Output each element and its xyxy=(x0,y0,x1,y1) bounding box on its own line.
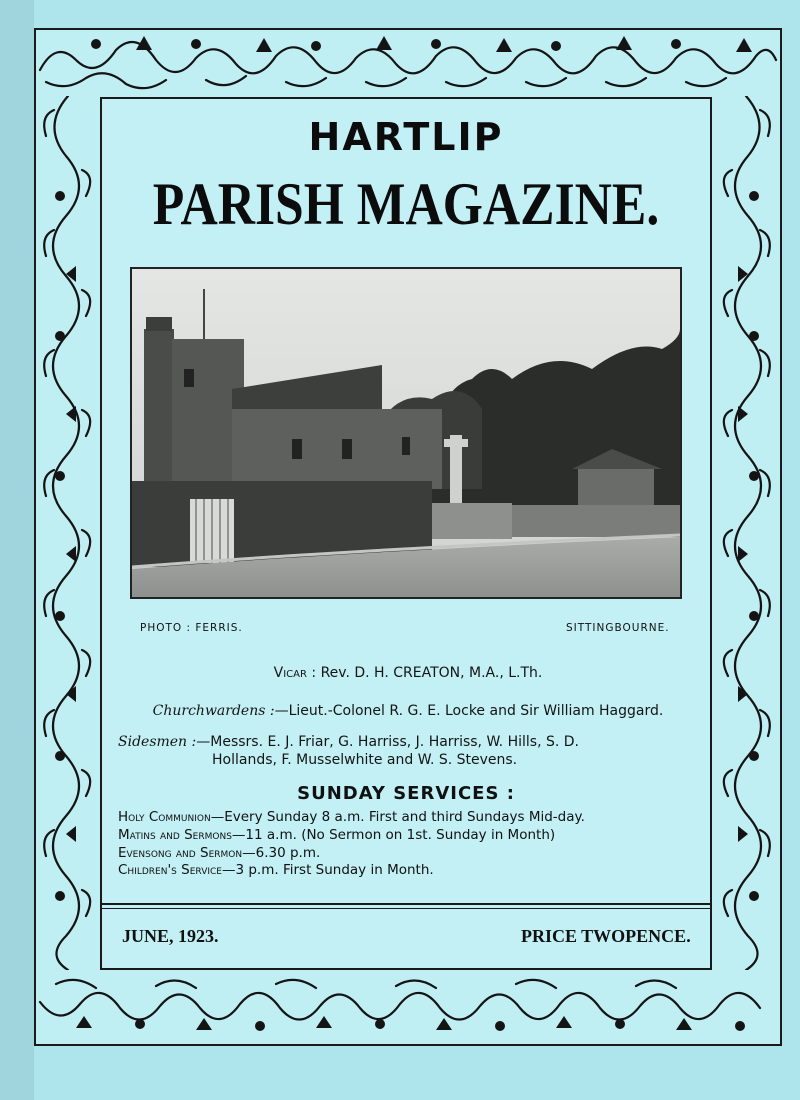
sidesmen-names-1: —Messrs. E. J. Friar, G. Harriss, J. Harriss, W. Hills, S. D. xyxy=(196,734,579,750)
ornamental-border-top xyxy=(36,30,780,98)
vicar-label: Vicar : xyxy=(273,665,317,681)
magazine-place-title: HARTLIP xyxy=(308,115,504,159)
service-item xyxy=(118,827,555,843)
service-detail: —Every Sunday 8 a.m. First and third Sundays Mid-day. xyxy=(210,809,585,825)
footer-rule xyxy=(100,903,712,905)
price: PRICE TWOPENCE. xyxy=(521,926,691,946)
service-detail: —6.30 p.m. xyxy=(242,845,321,861)
service-detail: —11 a.m. (No Sermon on 1st. Sunday in Month) xyxy=(231,827,556,843)
page-edge xyxy=(0,0,34,1100)
sidesmen-label: Sidesmen : xyxy=(118,734,197,750)
ornamental-border-right xyxy=(712,96,780,970)
services-heading: SUNDAY SERVICES : xyxy=(297,783,515,804)
service-name: Holy Communion xyxy=(118,809,211,825)
service-name: Evensong and Sermon xyxy=(118,845,243,861)
service-name: Matins and Sermons xyxy=(118,827,232,843)
ornamental-border-bottom xyxy=(36,968,780,1042)
photo-location: SITTINGBOURNE. xyxy=(566,622,670,634)
vicar-name: Rev. D. H. CREATON, M.A., L.Th. xyxy=(320,665,543,681)
magazine-title: PARISH MAGAZINE. xyxy=(152,171,660,237)
churchwardens-names: —Lieut.-Colonel R. G. E. Locke and Sir William Haggard. xyxy=(274,703,664,719)
sidesmen-line-1 xyxy=(118,734,698,750)
issue-date: JUNE, 1923. xyxy=(122,926,219,946)
churchwardens-line xyxy=(118,703,698,719)
sidesmen-line-2: Hollands, F. Musselwhite and W. S. Stevens. xyxy=(212,752,518,768)
service-detail: —3 p.m. First Sunday in Month. xyxy=(221,862,434,878)
church-photo xyxy=(130,267,682,599)
service-item xyxy=(118,845,320,861)
service-item xyxy=(118,862,434,878)
churchwardens-label: Churchwardens : xyxy=(152,703,275,719)
service-item xyxy=(118,809,585,825)
service-name: Children's Service xyxy=(118,862,222,878)
ornamental-border-left xyxy=(36,96,100,970)
footer-rule-thin xyxy=(100,908,712,909)
photo-credit: PHOTO : FERRIS. xyxy=(140,622,243,634)
vicar-line xyxy=(118,665,698,681)
